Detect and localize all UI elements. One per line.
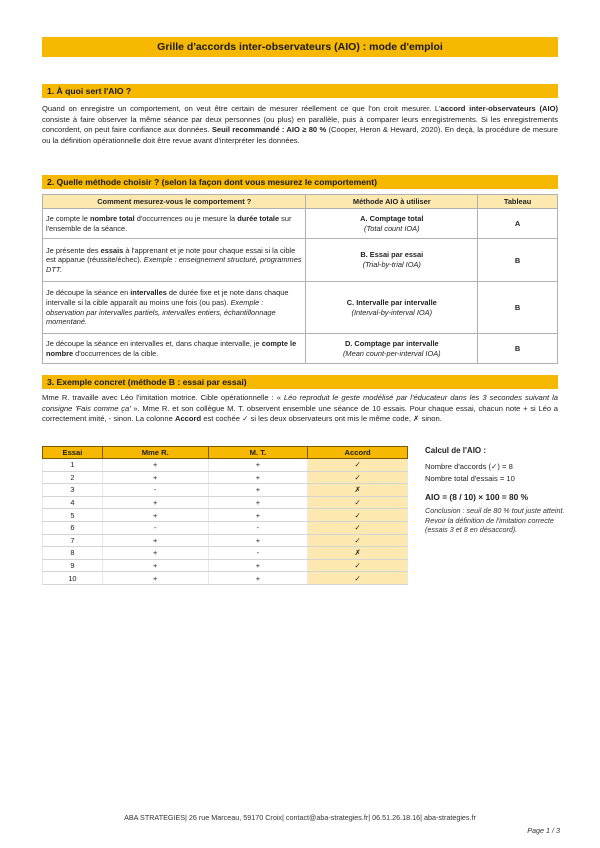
bold-run: accord inter-observateurs (AIO) (440, 104, 559, 113)
method-row-d (43, 334, 558, 364)
cell-essai: 3 (43, 484, 103, 497)
text-run: de durée fixe et je note dans chaque intervalle si la cible apparaît au moins une fois (ou pas). (46, 288, 289, 307)
bold-run: durée totale (237, 213, 280, 223)
cell-observer-2: + (208, 496, 308, 509)
cell-essai: 2 (43, 471, 103, 484)
example-row (43, 521, 408, 534)
section-1-heading: 1. À quoi sert l'AIO ? (42, 84, 558, 98)
calc-total-trials: Nombre total d'essais = 10 (425, 474, 515, 483)
cell-observer-2: - (208, 521, 308, 534)
text-run: sur l'ensemble de la séance. (46, 213, 292, 233)
col-header-how: Comment mesurez-vous le comportement ? (43, 195, 306, 209)
example-row (43, 559, 408, 572)
cell-observer-1: - (102, 484, 208, 497)
text-run: d'occurrences ou je mesure la (134, 213, 238, 223)
col-header-observer-2: M. T. (208, 447, 308, 459)
text-run: est cochée ✓ si les deux observateurs ont mis le même code, ✗ sinon. (201, 414, 442, 424)
bold-run: intervalles (130, 288, 167, 298)
cell-accord: ✓ (308, 534, 408, 547)
col-header-observer-1: Mme R. (102, 447, 208, 459)
example-row (43, 484, 408, 497)
cell-observer-1: + (102, 496, 208, 509)
row-table-ref: B (478, 334, 558, 364)
method-name: A. Comptage total (360, 213, 424, 223)
calc-agreements: Nombre d'accords (✓) = 8 (425, 462, 513, 471)
row-table-ref: B (478, 239, 558, 282)
method-name: D. Comptage par intervalle (344, 338, 439, 348)
row-method (306, 239, 478, 282)
bold-run: Seuil recommandé : AIO ≥ 80 % (211, 125, 327, 135)
example-row (43, 534, 408, 547)
example-row (43, 496, 408, 509)
example-row (43, 509, 408, 522)
bold-run: compte le nombre (46, 338, 297, 358)
cell-essai: 9 (43, 559, 103, 572)
cell-observer-1: - (102, 521, 208, 534)
method-name: B. Essai par essai (360, 250, 424, 260)
bold-run: essais (100, 245, 124, 255)
example-text: Exemple : enseignement structuré, programmes DTT. (46, 255, 302, 274)
row-method (306, 282, 478, 334)
method-name: C. Intervalle par intervalle (346, 297, 437, 307)
page-number: Page 1 / 3 (527, 826, 560, 835)
calc-conclusion: Conclusion : seuil de 80 % tout juste atteint. Revoir la définition de l'imitation correcte (essais 3 et 8 en désaccord). (425, 506, 565, 535)
text-run: Je présente des (46, 245, 101, 255)
bold-run: nombre total (89, 213, 135, 223)
calc-title: Calcul de l'AIO : (425, 446, 487, 455)
method-table (42, 194, 558, 364)
cell-observer-1: + (102, 534, 208, 547)
text-run: à l'apprenant et je note pour chaque essai si la cible est apparue (réussite/échec). (46, 245, 296, 265)
text-run: Je découpe la séance en (46, 288, 131, 298)
row-description (43, 209, 306, 239)
cell-observer-1: + (102, 509, 208, 522)
cell-essai: 10 (43, 572, 103, 585)
example-row (43, 459, 408, 472)
page-footer: ABA STRATEGIES| 26 rue Marceau, 59170 Croix| contact@aba-strategies.fr| 06.51.26.18.16| aba-strategies.fr (124, 813, 476, 822)
cell-essai: 1 (43, 459, 103, 472)
method-subtitle: (Interval-by-interval IOA) (351, 307, 433, 317)
cell-accord: ✗ (308, 547, 408, 560)
cell-observer-2: - (208, 547, 308, 560)
cell-essai: 5 (43, 509, 103, 522)
text-run: d'occurrences de la cible. (73, 348, 159, 358)
section-3-paragraph (42, 393, 558, 425)
cell-observer-2: + (208, 534, 308, 547)
row-description (43, 282, 306, 334)
row-method (306, 209, 478, 239)
cell-essai: 7 (43, 534, 103, 547)
cell-observer-2: + (208, 559, 308, 572)
row-table-ref: A (478, 209, 558, 239)
cell-observer-1: + (102, 459, 208, 472)
cell-observer-2: + (208, 459, 308, 472)
example-row (43, 547, 408, 560)
row-description (43, 239, 306, 282)
col-header-method: Méthode AIO à utiliser (306, 195, 478, 209)
example-table-header (43, 447, 408, 459)
col-header-essai: Essai (43, 447, 103, 459)
section-2-heading: 2. Quelle méthode choisir ? (selon la façon dont vous mesurez le comportement) (42, 175, 558, 189)
section-1-paragraph (42, 104, 558, 146)
method-row-a (43, 209, 558, 239)
cell-observer-1: + (102, 559, 208, 572)
italic-run: Léo reproduit le geste modélisé par l'éducateur dans les 3 secondes suivant la consigne 'Fais comme ça' (42, 393, 558, 413)
method-subtitle: (Trial-by-trial IOA) (362, 260, 421, 269)
section-3-heading: 3. Exemple concret (méthode B : essai par essai) (42, 375, 558, 389)
document-title: Grille d'accords inter-observateurs (AIO) : mode d'emploi (42, 37, 558, 57)
text-run: Quand on enregistre un comportement, on veut être certain de mesurer réellement ce que l'on croit mesurer. L' (42, 104, 441, 113)
example-text: Exemple : observation par intervalles partiels, intervalles entiers, échantillonnage momentané. (46, 297, 276, 327)
calc-result: AIO = (8 / 10) × 100 = 80 % (425, 492, 529, 502)
cell-accord: ✗ (308, 484, 408, 497)
cell-observer-2: + (208, 572, 308, 585)
example-row (43, 572, 408, 585)
col-header-table: Tableau (478, 195, 558, 209)
cell-essai: 6 (43, 521, 103, 534)
cell-essai: 4 (43, 496, 103, 509)
cell-observer-1: + (102, 471, 208, 484)
cell-observer-1: + (102, 572, 208, 585)
cell-observer-2: + (208, 484, 308, 497)
text-run: ». Mme R. et son collègue M. T. observent ensemble une séance de 10 essais. Pour chaque essai, chacun note + si Léo a correctement imité, - sinon. La colonne (42, 403, 558, 424)
cell-accord: ✓ (308, 496, 408, 509)
text-run: consiste à faire observer la même séance par deux personnes (ou plus) en parallèle, puis à comparer leurs enregistrements. Si les enregistrements concordent, on peut faire confiance aux données. (42, 114, 558, 135)
example-table (42, 446, 408, 585)
cell-accord: ✓ (308, 572, 408, 585)
method-row-b (43, 239, 558, 282)
cell-accord: ✓ (308, 521, 408, 534)
method-subtitle: (Mean count-per-interval IOA) (342, 348, 441, 358)
col-header-accord: Accord (308, 447, 408, 459)
cell-observer-2: + (208, 509, 308, 522)
text-run: Je découpe la séance en intervalles et, dans chaque intervalle, je (46, 338, 262, 348)
row-description (43, 334, 306, 364)
cell-essai: 8 (43, 547, 103, 560)
cell-observer-2: + (208, 471, 308, 484)
method-subtitle: (Total count IOA) (363, 223, 420, 233)
text-run: Je compte le (46, 213, 90, 223)
row-method (306, 334, 478, 364)
cell-accord: ✓ (308, 459, 408, 472)
cell-accord: ✓ (308, 471, 408, 484)
bold-run: Accord (174, 414, 202, 424)
cell-observer-1: + (102, 547, 208, 560)
row-table-ref: B (478, 282, 558, 334)
example-row (43, 471, 408, 484)
method-row-c (43, 282, 558, 334)
cell-accord: ✓ (308, 509, 408, 522)
text-run: (Cooper, Heron & Heward, 2020). En deçà, la procédure de mesure ou la définition opérationnelle doit être revue avant d'interpréter les données. (42, 125, 558, 145)
method-table-header (43, 195, 558, 209)
text-run: Mme R. travaille avec Léo l'imitation motrice. Cible opérationnelle : « (42, 393, 284, 402)
cell-accord: ✓ (308, 559, 408, 572)
